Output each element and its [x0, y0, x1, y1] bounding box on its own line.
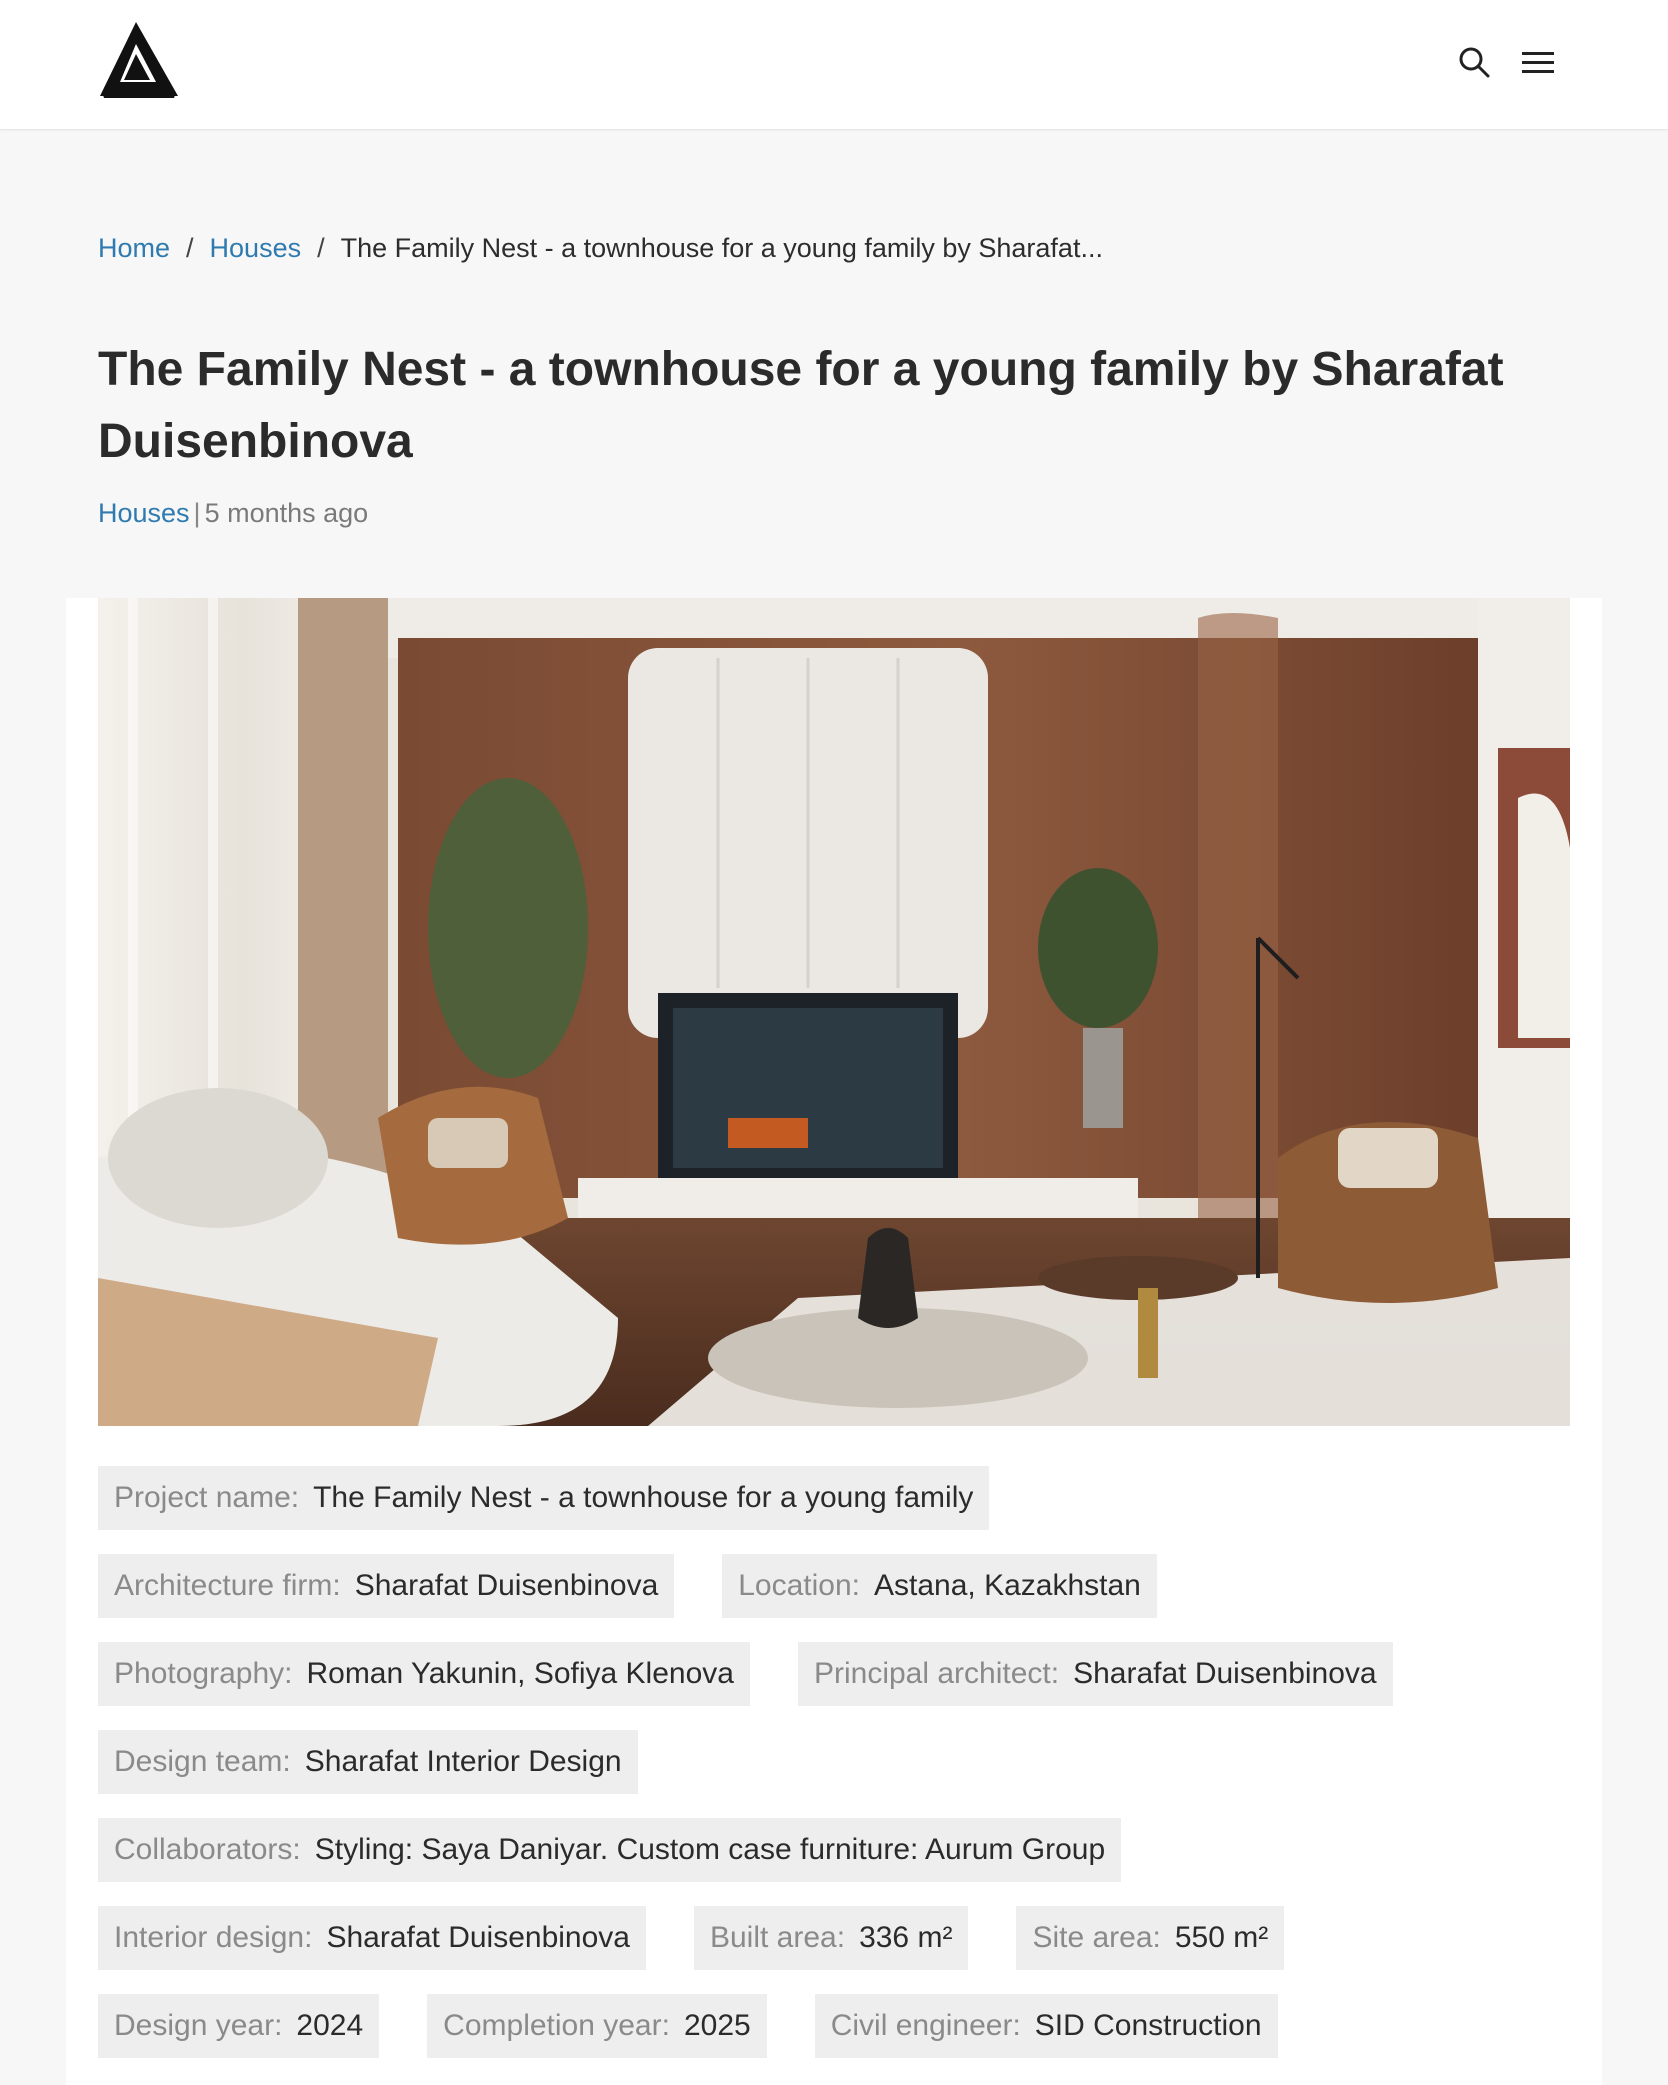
hamburger-menu-icon[interactable]	[1518, 44, 1558, 80]
detail-chip	[98, 1554, 674, 1618]
detail-label: Design team:	[114, 1745, 291, 1778]
details-row	[98, 1642, 1578, 1706]
detail-label: Collaborators:	[114, 1833, 301, 1866]
detail-label: Interior design:	[114, 1921, 313, 1954]
detail-label: Site area:	[1032, 1921, 1161, 1954]
breadcrumb-category-link[interactable]: Houses	[209, 233, 302, 263]
meta-separator: |	[193, 498, 201, 528]
breadcrumb-home-link[interactable]: Home	[98, 233, 171, 263]
detail-chip	[798, 1642, 1393, 1706]
details-row	[98, 1994, 1578, 2058]
detail-label: Principal architect:	[813, 1657, 1060, 1690]
details-row	[98, 1466, 1578, 1530]
detail-value: SID Construction	[1034, 2009, 1262, 2042]
details-row	[98, 1906, 1578, 1970]
detail-chip	[427, 1994, 767, 2058]
project-details	[98, 1466, 1578, 2082]
detail-chip	[98, 1466, 989, 1530]
detail-chip	[98, 1642, 750, 1706]
detail-label: Built area:	[709, 1921, 846, 1954]
detail-label: Location:	[738, 1569, 861, 1602]
details-row	[98, 1730, 1578, 1794]
detail-value: 2024	[296, 2009, 364, 2042]
detail-chip	[98, 1818, 1121, 1882]
detail-value: Sharafat Duisenbinova	[354, 1569, 659, 1602]
breadcrumb	[98, 228, 1103, 268]
article-meta	[98, 494, 368, 532]
detail-value: Sharafat Interior Design	[304, 1745, 622, 1778]
detail-value: Styling: Saya Daniyar. Custom case furniture: Aurum Group	[314, 1833, 1106, 1866]
logo-triangle-icon[interactable]	[96, 18, 180, 100]
detail-label: Design year:	[114, 2009, 283, 2042]
page-title: The Family Nest - a townhouse for a young family by Sharafat Duisenbinova	[98, 343, 1504, 468]
detail-value: 2025	[683, 2009, 751, 2042]
category-link[interactable]: Houses	[98, 498, 190, 528]
detail-value: Astana, Kazakhstan	[874, 1569, 1141, 1602]
detail-chip	[1016, 1906, 1284, 1970]
living-room-photo[interactable]	[98, 598, 1570, 1426]
search-icon[interactable]	[1456, 44, 1492, 80]
detail-chip	[98, 1730, 638, 1794]
breadcrumb-current: The Family Nest - a townhouse for a young family by Sharafat...	[340, 233, 1103, 263]
breadcrumb-separator: /	[317, 233, 325, 263]
detail-value: Sharafat Duisenbinova	[1073, 1657, 1377, 1690]
detail-value: Roman Yakunin, Sofiya Klenova	[306, 1657, 734, 1690]
detail-value: 550 m²	[1174, 1921, 1269, 1954]
detail-value: Sharafat Duisenbinova	[326, 1921, 630, 1954]
detail-chip	[694, 1906, 968, 1970]
detail-chip	[722, 1554, 1157, 1618]
detail-chip	[98, 1906, 646, 1970]
publish-date: 5 months ago	[204, 498, 369, 528]
detail-value: The Family Nest - a townhouse for a young family	[313, 1481, 974, 1514]
details-row	[98, 1554, 1578, 1618]
detail-chip	[98, 1994, 379, 2058]
detail-label: Completion year:	[443, 2009, 670, 2042]
detail-value: 336 m²	[859, 1921, 953, 1954]
detail-chip	[815, 1994, 1278, 2058]
detail-label: Architecture firm:	[114, 1569, 341, 1602]
details-row	[98, 1818, 1578, 1882]
detail-label: Civil engineer:	[830, 2009, 1021, 2042]
breadcrumb-separator: /	[186, 233, 194, 263]
site-header	[0, 0, 1668, 130]
detail-label: Photography:	[114, 1657, 293, 1690]
detail-label: Project name:	[114, 1481, 300, 1514]
